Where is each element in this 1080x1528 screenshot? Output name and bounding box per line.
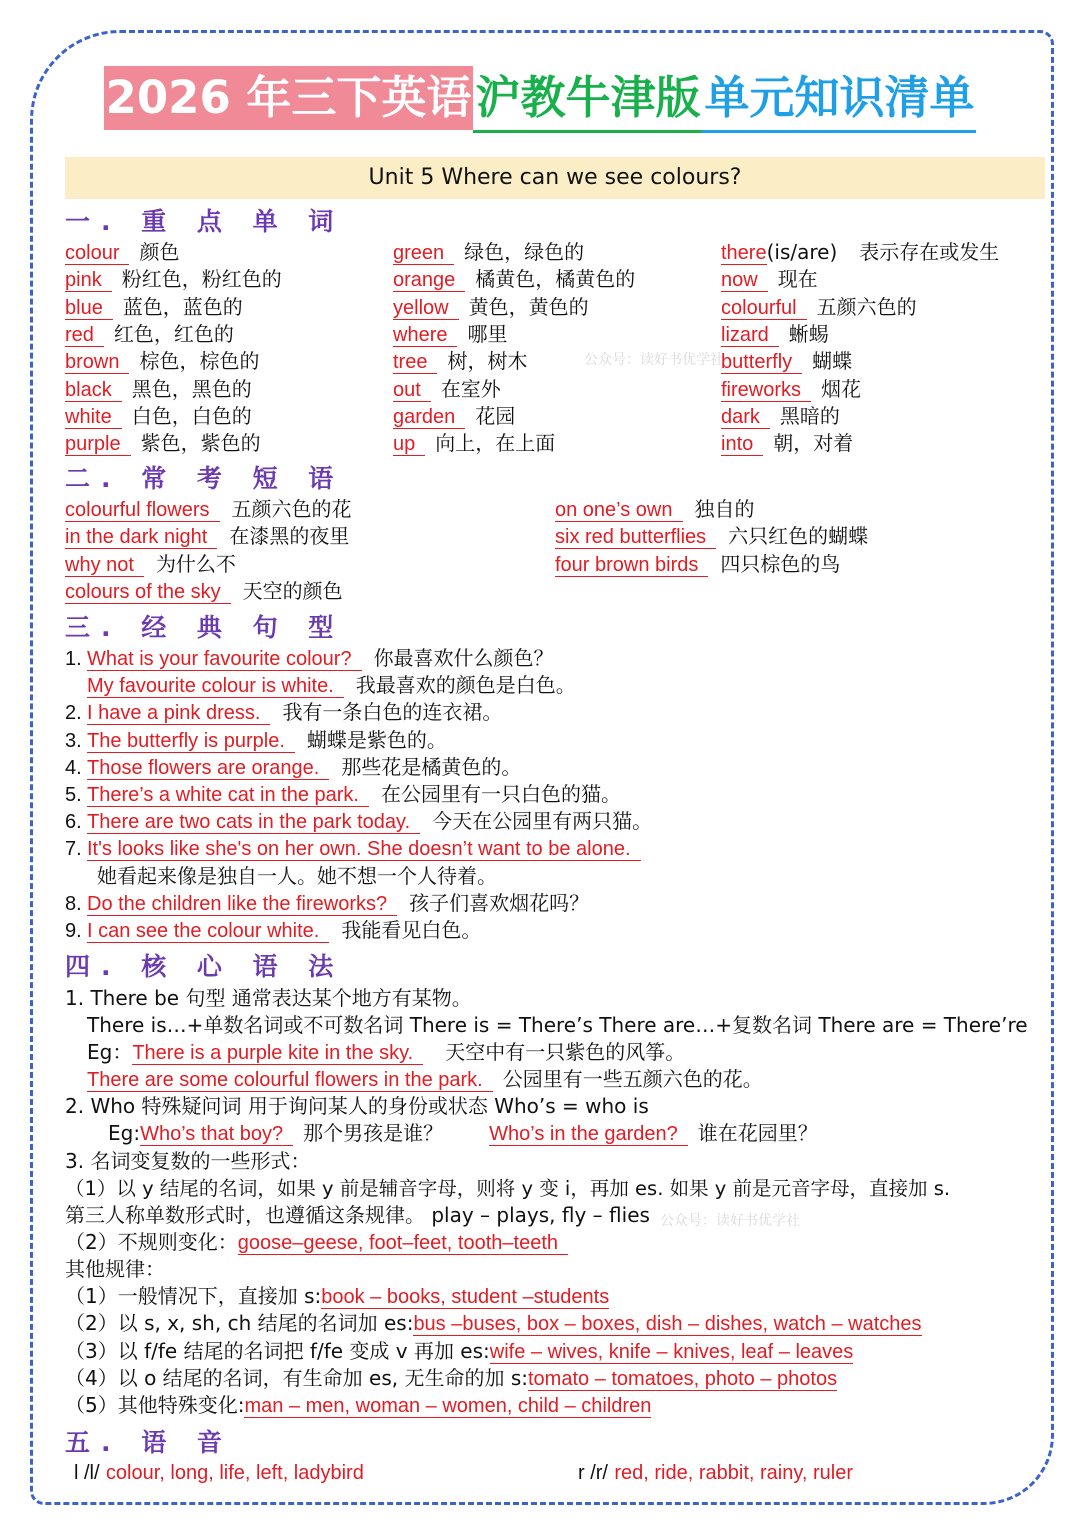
other-rule-examples: book – books, student –students <box>321 1286 610 1308</box>
phrase-row <box>65 551 236 579</box>
sentence-en: Those flowers are orange. <box>87 757 329 780</box>
word-en: blue <box>65 297 113 320</box>
phrase-cn: 六只红色的蝴蝶 <box>728 524 869 549</box>
other-rule-label: （1）一般情况下，直接加 s: <box>65 1284 322 1308</box>
other-rule-examples: bus –buses, box – boxes, dish – dishes, watch – watches <box>413 1313 922 1336</box>
phrase-en: colours of the sky <box>65 581 231 604</box>
word-cn: 蜥蜴 <box>788 321 829 346</box>
sentence-row <box>65 699 502 727</box>
word-row <box>721 321 829 349</box>
sentence-cn: 蝴蝶是紫色的。 <box>306 727 447 752</box>
sentence-number: 6. <box>65 811 82 834</box>
section-heading-words: 一. 重 点 单 词 <box>65 207 345 236</box>
grammar-2-head: 2. Who 特殊疑问词 用于询问某人的身份或状态 Who’s = who is <box>65 1094 649 1118</box>
phrase-cn: 五颜六色的花 <box>231 497 352 521</box>
word-row <box>65 376 252 404</box>
example-cn: 天空中有一只紫色的风筝。 <box>445 1040 686 1064</box>
other-rule-label: （5）其他特殊变化: <box>65 1393 245 1418</box>
word-row <box>393 294 589 322</box>
phrase-row <box>555 523 868 551</box>
word-cn: 五颜六色的 <box>816 294 917 319</box>
sentence-en: There are two cats in the park today. <box>87 811 420 834</box>
other-rule-label: （3）以 f/fe 结尾的名词把 f/fe 变成 v 再加 es: <box>65 1338 490 1363</box>
word-cn: 黄色，黄色的 <box>468 294 589 319</box>
word-cn: 黑色，黑色的 <box>131 376 252 401</box>
section-heading-phonics: 五. 语 音 <box>65 1428 233 1457</box>
word-en: butterfly <box>721 351 802 374</box>
word-row <box>65 266 282 294</box>
sentence-row <box>65 727 447 755</box>
word-row <box>65 239 179 267</box>
phrase-en: four brown birds <box>555 554 708 577</box>
other-rules-head: 其他规律： <box>65 1257 165 1281</box>
example-en: Who’s in the garden? <box>489 1123 688 1146</box>
sentence-row <box>65 645 554 673</box>
watermark: 公众号：读好书优学社 <box>584 352 724 368</box>
word-en: red <box>65 324 104 347</box>
grammar-2-examples <box>108 1120 818 1148</box>
eg-label: Eg： <box>87 1040 133 1064</box>
sentence-row <box>65 808 652 836</box>
phonics-r <box>578 1459 853 1487</box>
sentence-row <box>65 917 481 945</box>
phrase-en: in the dark night <box>65 526 217 549</box>
sentence-row <box>65 835 641 863</box>
word-en: orange <box>393 269 465 292</box>
page-title <box>0 66 1080 133</box>
irregular-examples: goose–geese, foot–feet, tooth–teeth <box>238 1232 568 1255</box>
sentence-number: 5. <box>65 784 82 806</box>
phonics-l-words: colour, long, life, left, ladybird <box>105 1462 364 1484</box>
other-rule-row <box>65 1310 922 1338</box>
sentence-number: 2. <box>65 702 82 725</box>
word-en: there <box>721 242 767 264</box>
grammar-1-head: 1. There be 句型 通常表达某个地方有某物。 <box>65 986 472 1010</box>
phrase-cn: 四只棕色的鸟 <box>720 551 841 576</box>
word-en: colourful <box>721 297 807 320</box>
example-cn: 谁在花园里？ <box>697 1121 818 1145</box>
phrase-cn: 为什么不 <box>155 551 236 576</box>
word-row <box>65 348 259 376</box>
sentence-en: It's looks like she's on her own. She doesn’t want to be alone. <box>87 838 641 861</box>
word-cn: 橘黄色，橘黄色的 <box>475 267 636 292</box>
word-cn: 在室外 <box>440 376 501 401</box>
phrase-row <box>555 551 840 579</box>
word-cn: 树，树木 <box>447 349 528 374</box>
title-part-list: 单元知识清单 <box>702 66 976 133</box>
watermark: 公众号：读好书优学社 <box>660 1213 800 1229</box>
word-row <box>393 321 507 349</box>
word-en: yellow <box>393 297 459 320</box>
other-rule-row <box>65 1365 837 1393</box>
word-row <box>393 266 635 294</box>
word-cn: 向上，在上面 <box>435 431 556 456</box>
word-en: tree <box>393 351 437 374</box>
other-rule-examples: wife – wives, knife – knives, leaf – leaves <box>489 1340 854 1363</box>
sentence-number: 7. <box>65 838 82 861</box>
sentence-en: Do the children like the fireworks? <box>87 893 397 916</box>
sentence-cn: 那些花是橘黄色的。 <box>341 754 522 779</box>
word-row <box>721 403 840 431</box>
sentence-row <box>65 754 521 782</box>
word-en: pink <box>65 269 112 292</box>
word-row <box>721 266 818 294</box>
sentence-number: 9. <box>65 920 82 942</box>
other-rule-examples: tomato – tomatoes, photo – photos <box>528 1367 838 1390</box>
phrase-row <box>555 496 755 524</box>
grammar-3-irregular <box>65 1229 568 1257</box>
word-cn: 蝴蝶 <box>812 349 853 374</box>
sentence-cn: 我最喜欢的颜色是白色。 <box>355 673 576 698</box>
word-en: dark <box>721 406 770 429</box>
word-en: now <box>721 269 768 292</box>
phrase-cn: 独自的 <box>694 497 755 521</box>
title-part-edition: 沪教牛津版 <box>473 66 702 133</box>
example-cn: 公园里有一些五颜六色的花。 <box>502 1067 763 1091</box>
other-rule-examples: man – men, woman – women, child – children <box>244 1395 652 1418</box>
sentence-en: I can see the colour white. <box>87 920 329 943</box>
section-heading-sentences: 三. 经 典 句 型 <box>65 613 345 642</box>
word-cn: 白色，白色的 <box>131 403 252 428</box>
word-en: into <box>721 433 763 456</box>
sentence-row <box>65 781 621 809</box>
word-cn: 烟花 <box>821 376 862 401</box>
word-en: up <box>393 433 425 456</box>
phonics-l <box>74 1459 364 1487</box>
sentence-row <box>65 672 576 700</box>
word-row <box>721 294 917 322</box>
sentence-cn: 孩子们喜欢烟花吗？ <box>409 890 590 915</box>
sentence-number: 1. <box>65 648 82 670</box>
sentence-cn: 在公园里有一只白色的猫。 <box>381 782 621 806</box>
section-heading-grammar: 四. 核 心 语 法 <box>65 952 345 981</box>
unit-title-bar: Unit 5 Where can we see colours? <box>65 157 1045 199</box>
word-row <box>721 239 999 267</box>
sentence-cn: 我能看见白色。 <box>341 918 482 942</box>
phrase-row <box>65 578 343 606</box>
word-en: out <box>393 379 431 402</box>
word-cn: 哪里 <box>467 321 508 346</box>
grammar-3-line-1: （1）以 y 结尾的名词，如果 y 前是辅音字母，则将 y 变 i，再加 es. 如果 y 前是元音字母，直接加 s. <box>65 1177 951 1200</box>
phrase-en: why not <box>65 554 144 577</box>
example-cn: 那个男孩是谁？ <box>303 1121 444 1145</box>
grammar-1-example-2 <box>87 1066 763 1094</box>
example-en: There are some colourful flowers in the park. <box>87 1069 493 1092</box>
phrase-en: six red butterflies <box>555 526 716 549</box>
other-rule-row <box>65 1338 853 1366</box>
sentence-en: The butterfly is purple. <box>87 730 295 753</box>
word-cn: 红色，红色的 <box>113 321 234 346</box>
sentence-row <box>65 890 589 918</box>
phrase-cn: 在漆黑的夜里 <box>229 524 350 549</box>
word-row <box>393 403 515 431</box>
word-cn: 粉红色，粉红色的 <box>121 267 282 292</box>
word-cn: 表示存在或发生 <box>859 240 1000 264</box>
other-rule-row <box>65 1392 651 1420</box>
word-row <box>393 239 584 267</box>
word-en: brown <box>65 351 129 374</box>
word-note: (is/are) <box>766 240 838 264</box>
sentence-cn: 她看起来像是独自一人。她不想一个人待着。 <box>97 863 497 888</box>
word-cn: 朝，对着 <box>773 431 854 456</box>
grammar-3-line-2: 第三人称单数形式时，也遵循这条规律。 play – plays, fly – flies <box>65 1203 650 1227</box>
phrase-row <box>65 496 352 524</box>
word-en: purple <box>65 433 131 456</box>
word-cn: 颜色 <box>139 240 180 264</box>
sentence-number: 8. <box>65 892 82 915</box>
example-en: There is a purple kite in the sky. <box>132 1042 423 1065</box>
word-cn: 黑暗的 <box>779 403 840 428</box>
section-heading-phrases: 二. 常 考 短 语 <box>65 464 345 493</box>
word-row <box>721 376 861 404</box>
word-en: green <box>393 242 454 265</box>
word-cn: 现在 <box>777 267 818 292</box>
grammar-1-example-1 <box>87 1039 685 1067</box>
other-rule-label: （4）以 o 结尾的名词，有生命加 es, 无生命的加 s: <box>65 1365 528 1390</box>
phonics-r-words: red, ride, rabbit, rainy, ruler <box>614 1462 853 1484</box>
sentence-number: 3. <box>65 729 82 752</box>
word-row <box>65 321 234 349</box>
word-en: where <box>393 324 457 347</box>
word-row <box>393 430 555 458</box>
phonics-l-label: l /l/ <box>74 1462 100 1484</box>
word-en: garden <box>393 406 465 429</box>
phrase-cn: 天空的颜色 <box>242 578 343 603</box>
phonics-r-label: r /r/ <box>578 1462 608 1484</box>
word-en: black <box>65 379 122 402</box>
sentence-en: What is your favourite colour? <box>87 648 362 671</box>
sentence-en: I have a pink dress. <box>87 702 270 725</box>
word-cn: 花园 <box>475 403 516 428</box>
word-en: fireworks <box>721 379 811 402</box>
word-cn: 绿色，绿色的 <box>464 240 585 264</box>
phrase-row <box>65 523 349 551</box>
sentence-cn: 今天在公园里有两只猫。 <box>432 809 653 834</box>
phrase-en: on one’s own <box>555 499 683 522</box>
word-row <box>721 430 853 458</box>
other-rule-row <box>65 1283 609 1311</box>
word-en: white <box>65 406 122 429</box>
word-row <box>65 430 261 458</box>
other-rule-label: （2）以 s, x, sh, ch 结尾的名词加 es: <box>65 1311 414 1336</box>
sentence-en: My favourite colour is white. <box>87 675 344 698</box>
word-en: colour <box>65 242 129 265</box>
word-row <box>721 348 852 376</box>
example-en: Who’s that boy? <box>140 1123 293 1146</box>
eg-label: Eg: <box>108 1121 141 1145</box>
grammar-1-rule: There is…+单数名词或不可数名词 There is = There’s There are…+复数名词 There are = There’re <box>87 1013 1028 1037</box>
title-part-year: 2026 年三下英语 <box>104 66 474 130</box>
word-row <box>65 403 252 431</box>
sentence-cn: 我有一条白色的连衣裙。 <box>282 700 503 725</box>
phrase-en: colourful flowers <box>65 499 220 522</box>
sentence-number: 4. <box>65 756 82 779</box>
word-cn: 棕色，棕色的 <box>139 349 260 374</box>
sentence-row <box>65 863 497 890</box>
grammar-3-head: 3. 名词变复数的一些形式： <box>65 1149 311 1173</box>
word-en: lizard <box>721 324 779 347</box>
sentence-cn: 你最喜欢什么颜色？ <box>373 646 554 670</box>
word-row <box>393 376 501 404</box>
word-row <box>393 348 527 376</box>
word-cn: 紫色，紫色的 <box>140 431 261 456</box>
sentence-en: There’s a white cat in the park. <box>87 784 369 807</box>
irregular-label: （2）不规则变化： <box>65 1230 238 1254</box>
word-row <box>65 294 243 322</box>
word-cn: 蓝色，蓝色的 <box>122 294 243 319</box>
